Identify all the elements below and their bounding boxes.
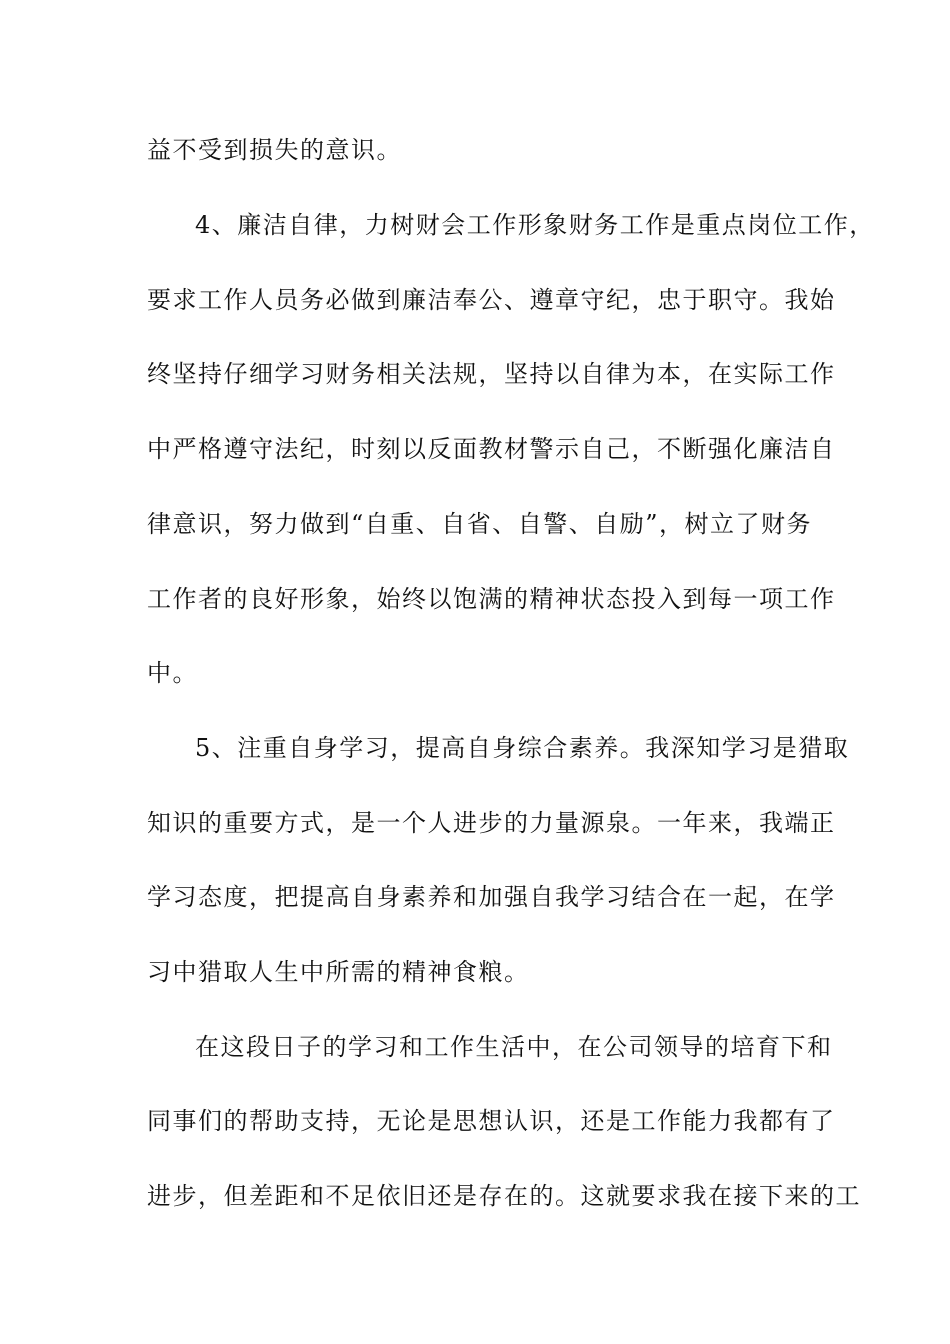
text-line-7: 工作者的良好形象，始终以饱满的精神状态投入到每一项工作 [147,585,836,613]
text-line-11: 学习态度，把提高自身素养和加强自我学习结合在一起，在学 [147,883,836,911]
text-line-13: 在这段日子的学习和工作生活中，在公司领导的培育下和 [195,1033,833,1061]
text-line-1: 益不受到损失的意识。 [147,136,402,164]
text-line-6: 律意识，努力做到“自重、自省、自警、自励”，树立了财务 [147,510,813,538]
text-line-8: 中。 [147,659,198,687]
text-line-15: 进步，但差距和不足依旧还是存在的。这就要求我在接下来的工 [147,1182,861,1210]
text-line-4: 终坚持仔细学习财务相关法规，坚持以自律为本，在实际工作 [147,360,836,388]
text-line-14: 同事们的帮助支持，无论是思想认识，还是工作能力我都有了 [147,1107,836,1135]
text-line-9: 5、注重自身学习，提高自身综合素养。我深知学习是猎取 [195,734,850,762]
text-line-5: 中严格遵守法纪，时刻以反面教材警示自己，不断强化廉洁自 [147,435,836,463]
text-line-3: 要求工作人员务必做到廉洁奉公、遵章守纪，忠于职守。我始 [147,286,836,314]
text-line-12: 习中猎取人生中所需的精神食粮。 [147,958,530,986]
text-line-10: 知识的重要方式，是一个人进步的力量源泉。一年来，我端正 [147,809,836,837]
text-line-2: 4、廉洁自律，力树财会工作形象财务工作是重点岗位工作， [195,211,875,239]
